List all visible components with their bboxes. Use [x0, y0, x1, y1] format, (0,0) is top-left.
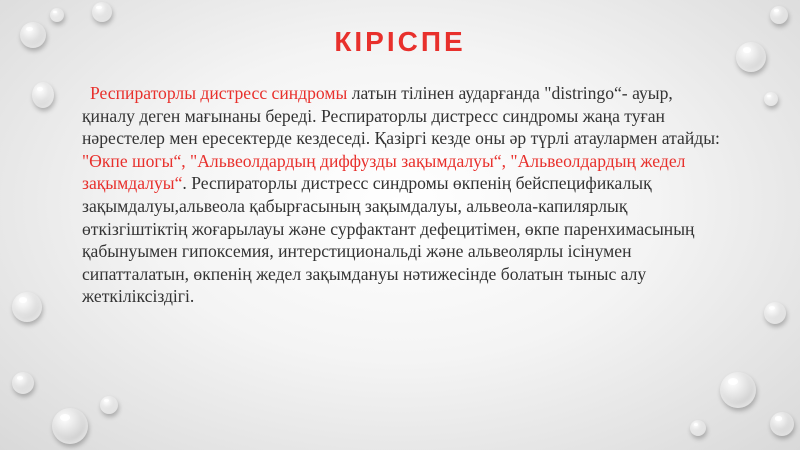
water-drop-icon: [720, 372, 756, 408]
water-drop-icon: [92, 2, 112, 22]
water-drop-icon: [770, 412, 794, 436]
water-drop-icon: [50, 8, 64, 22]
term-highlight: Респираторлы дистресс синдромы: [90, 83, 348, 103]
slide-body: [82, 82, 722, 308]
water-drop-icon: [764, 302, 786, 324]
water-drop-icon: [12, 292, 42, 322]
water-drop-icon: [770, 6, 788, 24]
water-drop-icon: [764, 92, 778, 106]
body-text-part1: латын тілінен аударғанда "distringo“- ауыр, қиналу деген мағынаны береді. Респираторлы дистресс синдромы жаңа туған нәрестелер мен ересектерде кездеседі. Қазіргі кезде оны әр түрлі атаулармен атайды:: [82, 83, 720, 149]
slide-title: КІРІСПЕ: [334, 26, 466, 57]
water-drop-icon: [690, 420, 706, 436]
body-text-part2: . Респираторлы дистресс синдромы өкпенің бейспецификалық зақымдалуы,альвеола қабырғасының зақымдалуы, альвеола-капилярлық өткізгіштіктің жоғарылауы және сурфактант дефецитімен, өкпе паренхимасының қабынуымен гипоксемия, интерстициональді және альвеолярлы ісінумен сипатталатын, өкпенің жедел зақымдануы нәтижесінде болатын тыныс алу жеткіліксіздігі.: [82, 173, 695, 307]
water-drop-icon: [100, 396, 118, 414]
water-drop-icon: [32, 82, 54, 108]
synonyms-highlight: "Өкпе шогы“, "Альвеолдардың диффузды зақымдалуы“, "Альвеолдардың жедел зақымдалуы“: [82, 150, 686, 194]
water-drop-icon: [52, 408, 88, 444]
water-drop-icon: [12, 372, 34, 394]
